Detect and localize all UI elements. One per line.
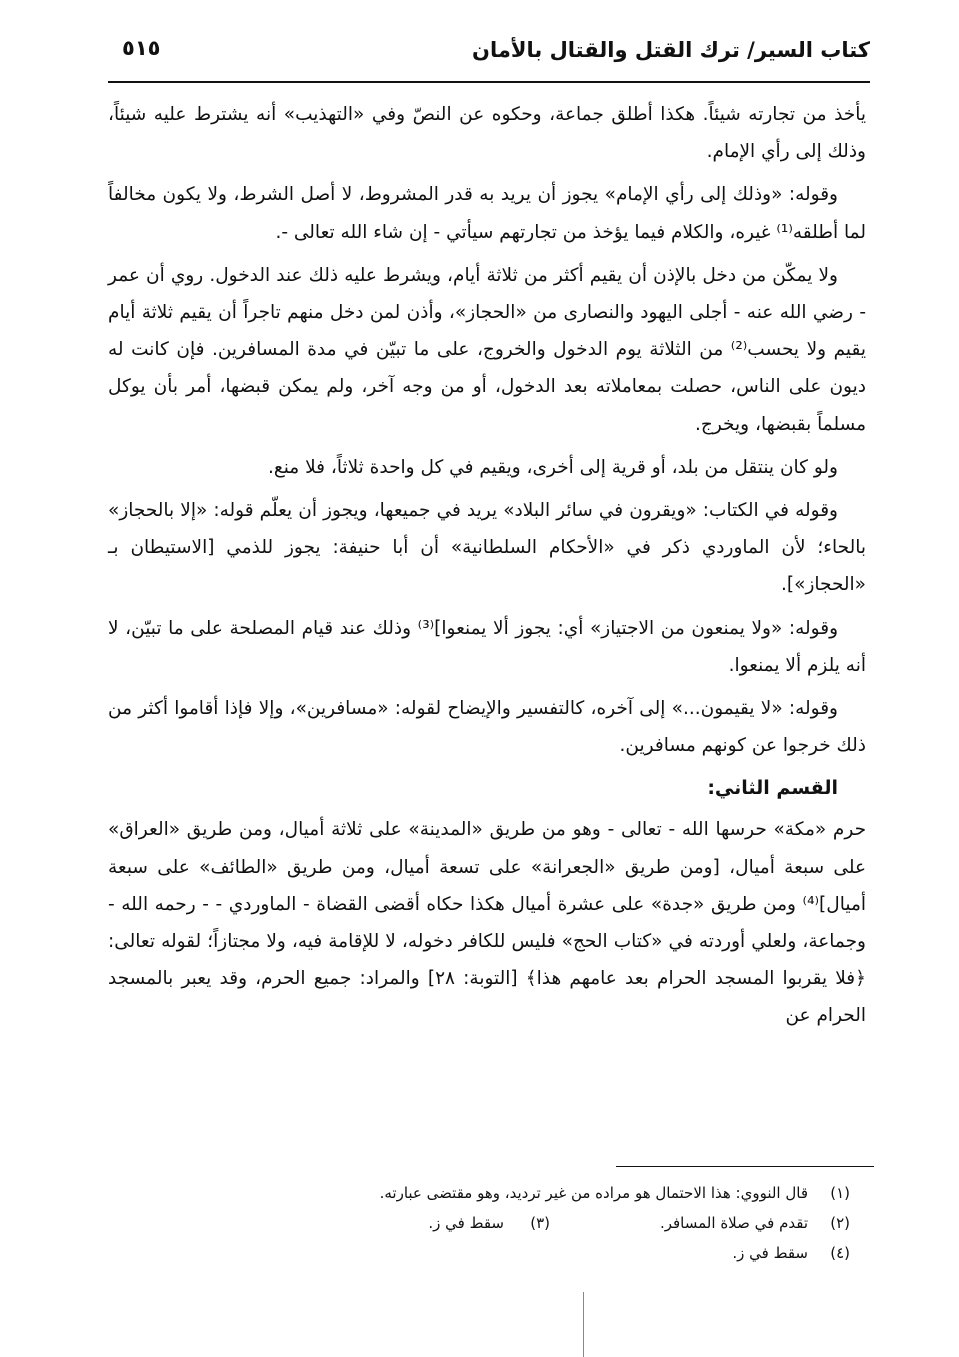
paragraph-2: وقوله: «وذلك إلى رأي الإمام» يجوز أن يريد به قدر المشروط، لا أصل الشرط، ولا يكون مخالفاً لما أطلقه⁽¹⁾ غيره، والكلام فيما يؤخذ من تجارتهم سيأتي - إن شاء الله تعالى -. xyxy=(108,184,866,243)
paragraph-5: وقوله في الكتاب: «ويقرون في سائر البلاد» يريد في جميعها، ويجوز أن يعلّم قوله: «إلا بالحجاز» بالحاء؛ لأن الماوردي ذكر في «الأحكام السلطانية» أن أبا حنيفة: يجوز للذمي [الاستيطان بـ «الحجاز»]. xyxy=(108,500,866,596)
running-title: كتاب السير/ ترك القتل والقتال بالأمان xyxy=(472,38,870,62)
footnotes xyxy=(200,1180,850,1270)
footnote-2-3 xyxy=(200,1210,850,1240)
section-heading: القسم الثاني: xyxy=(707,777,838,800)
footnote-text: تقدم في صلاة المسافر. xyxy=(659,1214,808,1232)
footnote-4 xyxy=(200,1240,850,1270)
footnote-number: (٤) xyxy=(830,1244,850,1262)
paragraph-3: ولا يمكّن من دخل بالإذن أن يقيم أكثر من ثلاثة أيام، ويشرط عليه ذلك عند الدخول. روي أن عمر - رضي الله عنه - أجلى اليهود والنصارى من «الحجاز»، وأذن لمن دخل منهم تاجراً أن يقيم ثلاثة أيام يقيم ولا يحسب⁽²⁾ من الثلاثة يوم الدخول والخروج، على ما تبيّن في مدة المسافرين. فإن كانت له ديون على الناس، حصلت بمعاملاته بعد الدخول، أو من وجه آخر، ولم يمكن قبضها، أمر بأن يوكل مسلماً بقبضها، ويخرج. xyxy=(108,264,866,435)
page-header xyxy=(108,30,870,78)
footnote-text: سقط في ز. xyxy=(428,1214,504,1232)
footnote-rule xyxy=(616,1166,874,1167)
footnote-text: سقط في ز. xyxy=(732,1244,808,1262)
paragraph-6: وقوله: «ولا يمنعون من الاجتياز» أي: يجوز ألا يمنعوا]⁽³⁾ وذلك عند قيام المصلحة على ما تبيّن، لا أنه يلزم ألا يمنعوا. xyxy=(108,617,866,676)
footnote-number: (٣) xyxy=(530,1214,550,1232)
section-paragraph: حرم «مكة» حرسها الله - تعالى - وهو من طريق «المدينة» على ثلاثة أميال، ومن طريق «العراق» على سبعة أميال، [ومن طريق «الجعرانة» على تسعة أميال، ومن طريق «الطائف» على سبعة أميال]⁽⁴⁾ ومن طريق «جدة» على عشرة أميال هكذا حكاه أقضى القضاة - الماوردي - - رحمه الله - وجماعة، ولعلي أوردته في «كتاب الحج» فليس للكافر دخوله، لا للإقامة فيه، ولا مجتازاً؛ لقوله تعالى: ﴿فلا يقربوا المسجد الحرام بعد عامهم هذا﴾ [التوبة: ٢٨] والمراد: جميع الحرم، وقد يعبر بالمسجد الحرام عن xyxy=(108,819,866,1027)
page-number: ٥١٥ xyxy=(122,36,161,60)
footnote-number: (٢) xyxy=(830,1214,850,1232)
main-text xyxy=(108,96,866,1041)
paragraph-7: وقوله: «لا يقيمون...» إلى آخره، كالتفسير والإيضاح لقوله: «مسافرين»، وإلا فإذا أقاموا أكثر من ذلك خرجوا عن كونهم مسافرين. xyxy=(108,698,866,757)
paragraph-1: يأخذ من تجارته شيئاً. هكذا أطلق جماعة، وحكوه عن النصّ وفي «التهذيب» أنه يشترط عليه شيئاً، وذلك إلى رأي الإمام. xyxy=(108,104,866,163)
header-rule xyxy=(108,81,870,83)
footnote-number: (١) xyxy=(830,1184,850,1202)
binding-gutter-line xyxy=(583,1292,584,1357)
footnote-1 xyxy=(200,1180,850,1210)
footnote-text: قال النووي: هذا الاحتمال هو مراده من غير ترديد، وهو مقتضى عبارته. xyxy=(379,1184,808,1202)
paragraph-4: ولو كان ينتقل من بلد، أو قرية إلى أخرى، ويقيم في كل واحدة ثلاثاً، فلا منع. xyxy=(268,456,838,478)
